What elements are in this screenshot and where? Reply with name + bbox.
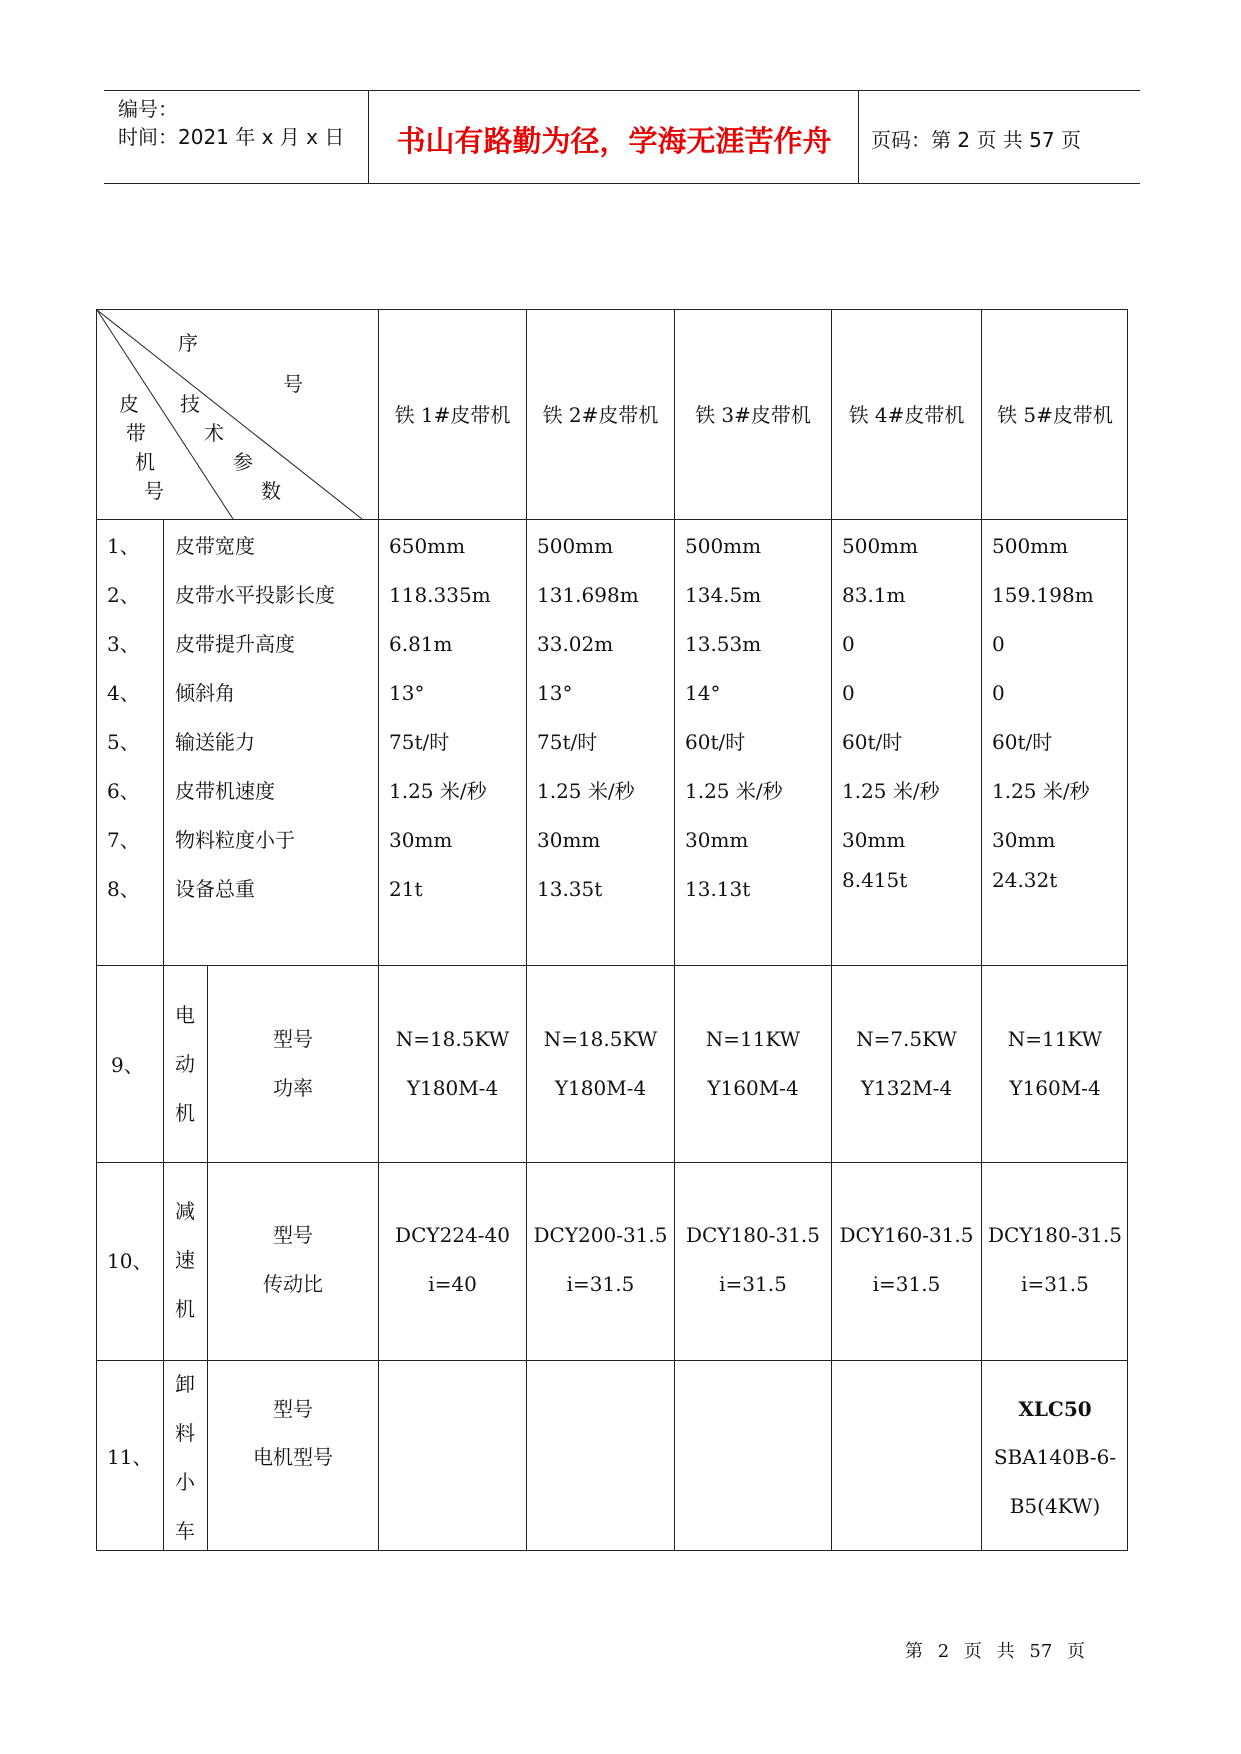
row-divider: [97, 965, 1127, 966]
cell-value: 14°: [685, 681, 721, 705]
cell-value: Y180M-4: [554, 1076, 647, 1100]
row-number: 7、: [107, 828, 140, 852]
group-label-char: 小: [175, 1470, 195, 1494]
footer-page-number: 2: [937, 1641, 950, 1662]
cell-value: 60t/时: [685, 730, 746, 754]
cell-value: 500mm: [842, 534, 919, 558]
cell-value: i=31.5: [1021, 1272, 1089, 1296]
corner-belt-char: 皮: [119, 392, 139, 416]
cell-value: 13°: [389, 681, 425, 705]
cell-value: 8.415t: [842, 868, 908, 892]
footer-text: 页: [963, 1641, 982, 1662]
footer-total-pages: 57: [1029, 1641, 1053, 1662]
corner-belt-char: 机: [135, 450, 155, 474]
sub-parameter: 型号: [273, 1027, 313, 1051]
cell-value: 500mm: [992, 534, 1069, 558]
cell-value: 33.02m: [537, 632, 614, 656]
cell-value: DCY200-31.5: [533, 1223, 668, 1247]
row-number: 11、: [107, 1445, 153, 1469]
row-number: 2、: [107, 583, 140, 607]
row-number: 4、: [107, 681, 140, 705]
column-header: 铁 1#皮带机: [394, 403, 511, 427]
group-label-char: 动: [175, 1052, 195, 1076]
cell-value: Y132M-4: [860, 1076, 953, 1100]
page-header: [104, 90, 1140, 184]
cell-value: DCY180-31.5: [685, 1223, 820, 1247]
row-parameter: 皮带提升高度: [175, 632, 295, 656]
cell-value: 1.25 米/秒: [537, 779, 635, 803]
cell-value: 24.32t: [992, 868, 1058, 892]
cell-value: 83.1m: [842, 583, 906, 607]
column-header: 铁 3#皮带机: [695, 403, 811, 427]
cell-value: 13°: [537, 681, 573, 705]
col-divider: [163, 519, 164, 1551]
cell-value: 60t/时: [842, 730, 903, 754]
corner-tech-char: 数: [261, 479, 281, 503]
group-label-char: 机: [175, 1297, 195, 1321]
cell-value: Y160M-4: [1009, 1076, 1101, 1100]
cell-value: 0: [842, 632, 855, 656]
row-number: 3、: [107, 632, 140, 656]
cell-value: 118.335m: [389, 583, 491, 607]
col-divider: [981, 310, 982, 1551]
row-number: 9、: [111, 1053, 144, 1077]
cell-value: Y160M-4: [707, 1076, 799, 1100]
row-number: 5、: [107, 730, 140, 754]
sub-parameter: 功率: [273, 1076, 313, 1100]
cell-value: 75t/时: [537, 730, 598, 754]
group-label-char: 车: [175, 1519, 195, 1543]
group-label-char: 电: [175, 1003, 195, 1027]
row-divider: [97, 1162, 1127, 1163]
group-label-char: 卸: [175, 1372, 195, 1396]
diagonal-header-lines: [97, 310, 379, 520]
corner-seq-char: 序: [178, 331, 198, 355]
cell-value: 1.25 米/秒: [389, 779, 487, 803]
cell-value: 650mm: [389, 534, 466, 558]
cell-value: DCY160-31.5: [839, 1223, 974, 1247]
column-header: 铁 2#皮带机: [542, 403, 659, 427]
cell-value: 21t: [389, 877, 423, 901]
cell-value: 500mm: [537, 534, 614, 558]
cell-value: 0: [992, 632, 1005, 656]
sub-parameter: 型号: [273, 1397, 313, 1421]
cell-value: 60t/时: [992, 730, 1053, 754]
footer-text: 页: [1067, 1641, 1086, 1662]
row-parameter: 物料粒度小于: [175, 828, 295, 852]
row-number: 8、: [107, 877, 140, 901]
cell-value: N=11KW: [1007, 1027, 1103, 1051]
cell-value: 131.698m: [537, 583, 639, 607]
footer-text: 共: [996, 1641, 1015, 1662]
row-number: 6、: [107, 779, 140, 803]
cell-value: N=7.5KW: [856, 1027, 957, 1051]
cell-value: 30mm: [992, 828, 1056, 852]
column-header: 铁 5#皮带机: [997, 403, 1113, 427]
cell-value: SBA140B-6-: [993, 1445, 1117, 1469]
row-number: 10、: [107, 1249, 153, 1273]
row-parameter: 皮带水平投影长度: [175, 583, 335, 607]
cell-value: 30mm: [842, 828, 906, 852]
cell-value: 13.53m: [685, 632, 762, 656]
belt-parameter-table: [96, 309, 1128, 1551]
group-label-char: 机: [175, 1101, 195, 1125]
cell-value: 1.25 米/秒: [842, 779, 940, 803]
footer-text: 第: [905, 1641, 923, 1662]
cell-value: 30mm: [537, 828, 601, 852]
cell-value: DCY224-40: [395, 1223, 510, 1247]
date-label: 时间：2021 年 x 月 x 日: [118, 125, 345, 149]
corner-tech-char: 参: [233, 450, 253, 474]
cell-value: i=40: [428, 1272, 477, 1296]
sub-parameter: 型号: [273, 1223, 313, 1247]
cell-value: XLC50: [1018, 1397, 1092, 1421]
cell-value: 159.198m: [992, 583, 1094, 607]
col-divider: [526, 310, 527, 1551]
col-divider: [831, 310, 832, 1551]
cell-value: i=31.5: [719, 1272, 787, 1296]
cell-value: B5(4KW): [1009, 1494, 1101, 1518]
cell-value: 0: [842, 681, 855, 705]
cell-value: DCY180-31.5: [987, 1223, 1122, 1247]
sub-parameter: 传动比: [263, 1272, 323, 1296]
row-number: 1、: [107, 534, 140, 558]
cell-value: 1.25 米/秒: [685, 779, 783, 803]
row-parameter: 倾斜角: [175, 681, 235, 705]
cell-value: 134.5m: [685, 583, 762, 607]
cell-value: 75t/时: [389, 730, 450, 754]
cell-value: i=31.5: [566, 1272, 635, 1296]
corner-tech-char: 术: [204, 421, 224, 445]
row-parameter: 输送能力: [175, 730, 255, 754]
cell-value: Y180M-4: [406, 1076, 499, 1100]
cell-value: 30mm: [389, 828, 453, 852]
column-header: 铁 4#皮带机: [848, 403, 965, 427]
row-parameter: 皮带宽度: [175, 534, 255, 558]
cell-value: 1.25 米/秒: [992, 779, 1090, 803]
group-label-char: 料: [175, 1421, 195, 1445]
doc-number-label: 编号：: [118, 97, 178, 121]
group-label-char: 速: [175, 1248, 195, 1272]
col-divider: [674, 310, 675, 1551]
cell-value: 0: [992, 681, 1005, 705]
cell-value: i=31.5: [872, 1272, 941, 1296]
header-divider: [858, 91, 859, 183]
page-number-label: 页码：第 2 页 共 57 页: [871, 128, 1081, 152]
sub-parameter: 电机型号: [253, 1445, 333, 1469]
cell-value: 13.35t: [537, 877, 603, 901]
cell-value: 13.13t: [685, 877, 751, 901]
corner-tech-char: 技: [180, 392, 200, 416]
cell-value: 6.81m: [389, 632, 453, 656]
cell-value: N=18.5KW: [395, 1027, 510, 1051]
motto: 书山有路勤为径，学海无涯苦作舟: [396, 124, 832, 158]
corner-belt-char: 带: [126, 421, 146, 445]
cell-value: 30mm: [685, 828, 749, 852]
cell-value: N=18.5KW: [543, 1027, 658, 1051]
corner-belt-char: 号: [144, 479, 164, 503]
corner-seq-char: 号: [283, 372, 303, 396]
cell-value: N=11KW: [705, 1027, 801, 1051]
row-parameter: 皮带机速度: [175, 779, 275, 803]
cell-value: 500mm: [685, 534, 762, 558]
row-parameter: 设备总重: [175, 877, 255, 901]
page-footer: [905, 1637, 1094, 1663]
group-label-char: 减: [175, 1199, 195, 1223]
row-divider: [97, 1360, 1127, 1361]
